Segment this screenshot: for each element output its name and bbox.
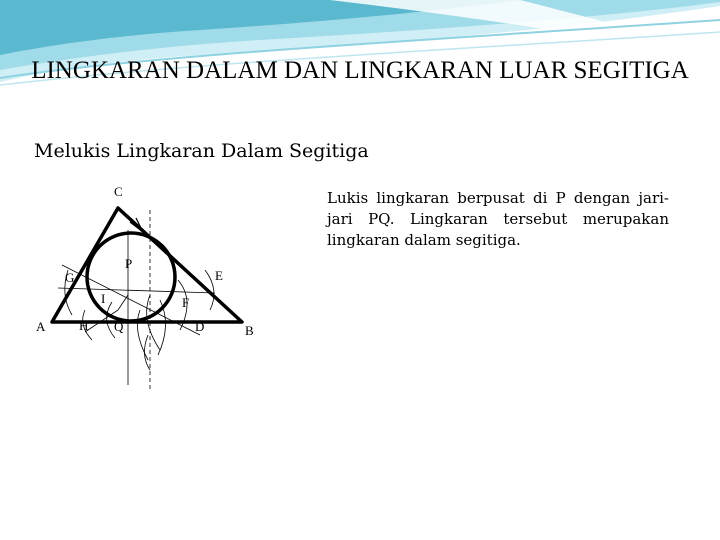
label-c: C	[114, 184, 123, 199]
arc-q-lower	[144, 335, 150, 370]
label-h: H	[79, 318, 89, 333]
label-b: B	[245, 323, 254, 338]
label-i: I	[101, 291, 106, 306]
bisector-line-ge	[58, 288, 215, 293]
slide-subtitle: Melukis Lingkaran Dalam Segitiga	[34, 140, 369, 162]
incircle	[87, 233, 175, 321]
label-d: D	[195, 319, 205, 334]
construction-lines	[58, 210, 215, 390]
label-g: G	[65, 270, 75, 285]
label-f: F	[182, 295, 190, 310]
slide-title: LINGKARAN DALAM DAN LINGKARAN LUAR SEGITIGA	[31, 57, 689, 84]
label-a: A	[36, 319, 46, 334]
description-text: Lukis lingkaran berpusat di P dengan jari-jari PQ. Lingkaran tersebut merupakan lingkaran dalam segitiga.	[327, 189, 669, 249]
triangle-incircle-figure	[0, 170, 300, 400]
label-e: E	[215, 268, 223, 283]
label-p: P	[125, 256, 133, 271]
bisector-line-ip	[118, 295, 128, 310]
label-q: Q	[114, 319, 124, 334]
